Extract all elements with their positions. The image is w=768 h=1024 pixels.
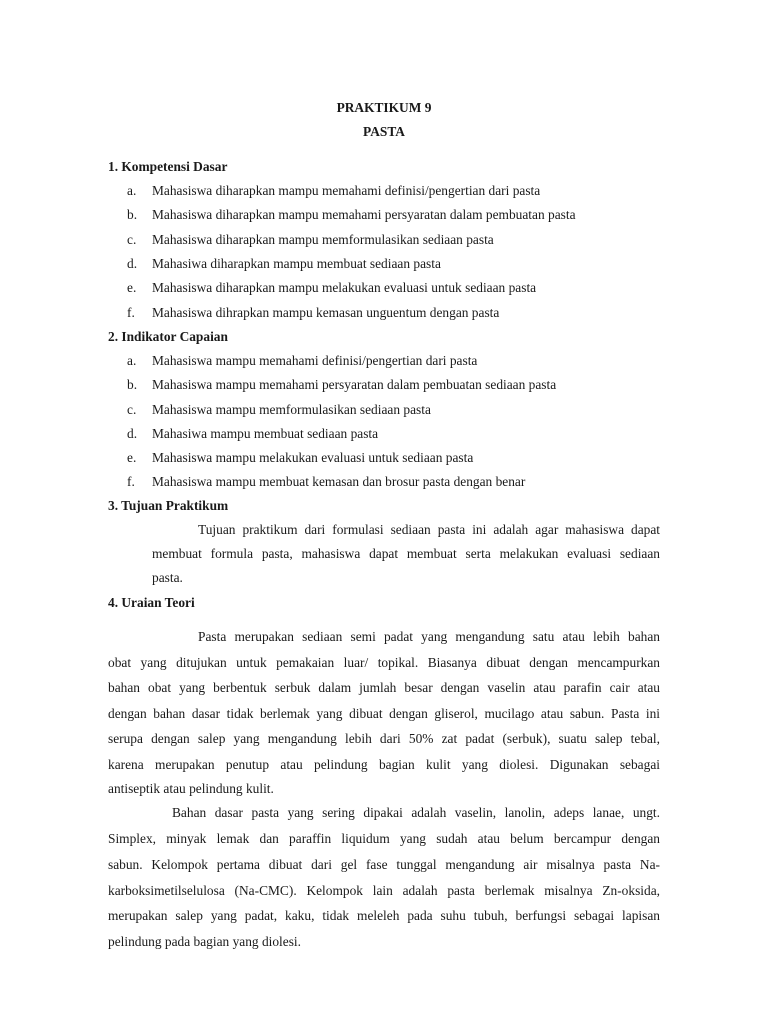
list-item-letter: e. xyxy=(127,450,137,465)
paragraph-line: Pasta merupakan sediaan semi padat yang mengandung satu atau lebih bahan xyxy=(198,629,660,644)
list-item-text: Mahasiswa mampu memformulasikan sediaan pasta xyxy=(152,402,431,417)
list-item-letter: b. xyxy=(127,207,138,222)
paragraph-line: dengan bahan dasar tidak berlemak yang dibuat dengan gliserol, mucilago atau sabun. Pasta ini xyxy=(108,706,660,721)
list-item-text: Mahasiswa diharapkan mampu melakukan evaluasi untuk sediaan pasta xyxy=(152,280,537,295)
list-item-letter: d. xyxy=(127,256,138,271)
list-item-letter: a. xyxy=(127,183,137,198)
list-item-text: Mahasiswa mampu melakukan evaluasi untuk sediaan pasta xyxy=(152,450,474,465)
list-item-text: Mahasiswa mampu memahami persyaratan dalam pembuatan sediaan pasta xyxy=(152,377,557,392)
paragraph-line: merupakan salep yang padat, kaku, tidak meleleh pada suhu tubuh, berfungsi sebagai lapisan xyxy=(108,908,660,923)
list-item-text: Mahasiswa dihrapkan mampu kemasan unguentum dengan pasta xyxy=(152,305,500,320)
paragraph-line: karboksimetilselulosa (Na-CMC). Kelompok lain adalah pasta berlemak misalnya Zn-oksida, xyxy=(108,883,660,898)
list-item-text: Mahasiswa diharapkan mampu memahami persyaratan dalam pembuatan pasta xyxy=(152,207,576,222)
paragraph-line: sabun. Kelompok pertama dibuat dari gel fase tunggal mengandung air misalnya pasta Na- xyxy=(108,857,660,872)
list-item-letter: b. xyxy=(127,377,138,392)
paragraph-line: pasta. xyxy=(152,570,183,585)
paragraph-line: Bahan dasar pasta yang sering dipakai adalah vaselin, lanolin, adeps lanae, ungt. xyxy=(172,805,660,820)
paragraph-line: bahan obat yang berbentuk serbuk dalam jumlah besar dengan vaselin atau parafin cair atau xyxy=(108,680,660,695)
list-item-text: Mahasiwa diharapkan mampu membuat sediaan pasta xyxy=(152,256,441,271)
paragraph-line: Tujuan praktikum dari formulasi sediaan pasta ini adalah agar mahasiswa dapat xyxy=(198,522,660,537)
paragraph-line: membuat formula pasta, mahasiswa dapat membuat serta melakukan evaluasi sediaan xyxy=(152,546,660,561)
list-item-letter: c. xyxy=(127,402,137,417)
list-item-text: Mahasiwa mampu membuat sediaan pasta xyxy=(152,426,379,441)
list-item-text: Mahasiswa diharapkan mampu memformulasikan sediaan pasta xyxy=(152,232,494,247)
paragraph-line: serupa dengan salep yang mengandung lebih dari 50% zat padat (serbuk), suatu salep tebal, xyxy=(108,731,660,746)
list-item-letter: a. xyxy=(127,353,137,368)
list-item-text: Mahasiswa diharapkan mampu memahami definisi/pengertian dari pasta xyxy=(152,183,541,198)
paragraph-line: Simplex, minyak lemak dan paraffin liquidum yang sudah atau belum bercampur dengan xyxy=(108,831,660,846)
document-title: PRAKTIKUM 9 xyxy=(336,100,432,115)
paragraph-line: pelindung pada bagian yang diolesi. xyxy=(108,934,302,949)
list-item-letter: f. xyxy=(127,305,135,320)
list-item-letter: e. xyxy=(127,280,137,295)
paragraph-line: obat yang ditujukan untuk pemakaian luar/ topikal. Biasanya dibuat dengan mencampurkan xyxy=(108,655,660,670)
section-heading-uraian: 4. Uraian Teori xyxy=(108,595,195,610)
list-item-letter: f. xyxy=(127,474,135,489)
section-heading-kompetensi: 1. Kompetensi Dasar xyxy=(108,159,228,174)
list-item-text: Mahasiswa mampu memahami definisi/pengertian dari pasta xyxy=(152,353,478,368)
paragraph-line: antiseptik atau pelindung kulit. xyxy=(108,781,274,796)
list-item-letter: d. xyxy=(127,426,138,441)
list-item-text: Mahasiswa mampu membuat kemasan dan brosur pasta dengan benar xyxy=(152,474,526,489)
list-item-letter: c. xyxy=(127,232,137,247)
section-heading-indikator: 2. Indikator Capaian xyxy=(108,329,228,344)
paragraph-line: karena merupakan penutup atau pelindung bagian kulit yang diolesi. Digunakan sebagai xyxy=(108,757,660,772)
section-heading-tujuan: 3. Tujuan Praktikum xyxy=(108,498,229,513)
document-subtitle: PASTA xyxy=(363,124,405,139)
